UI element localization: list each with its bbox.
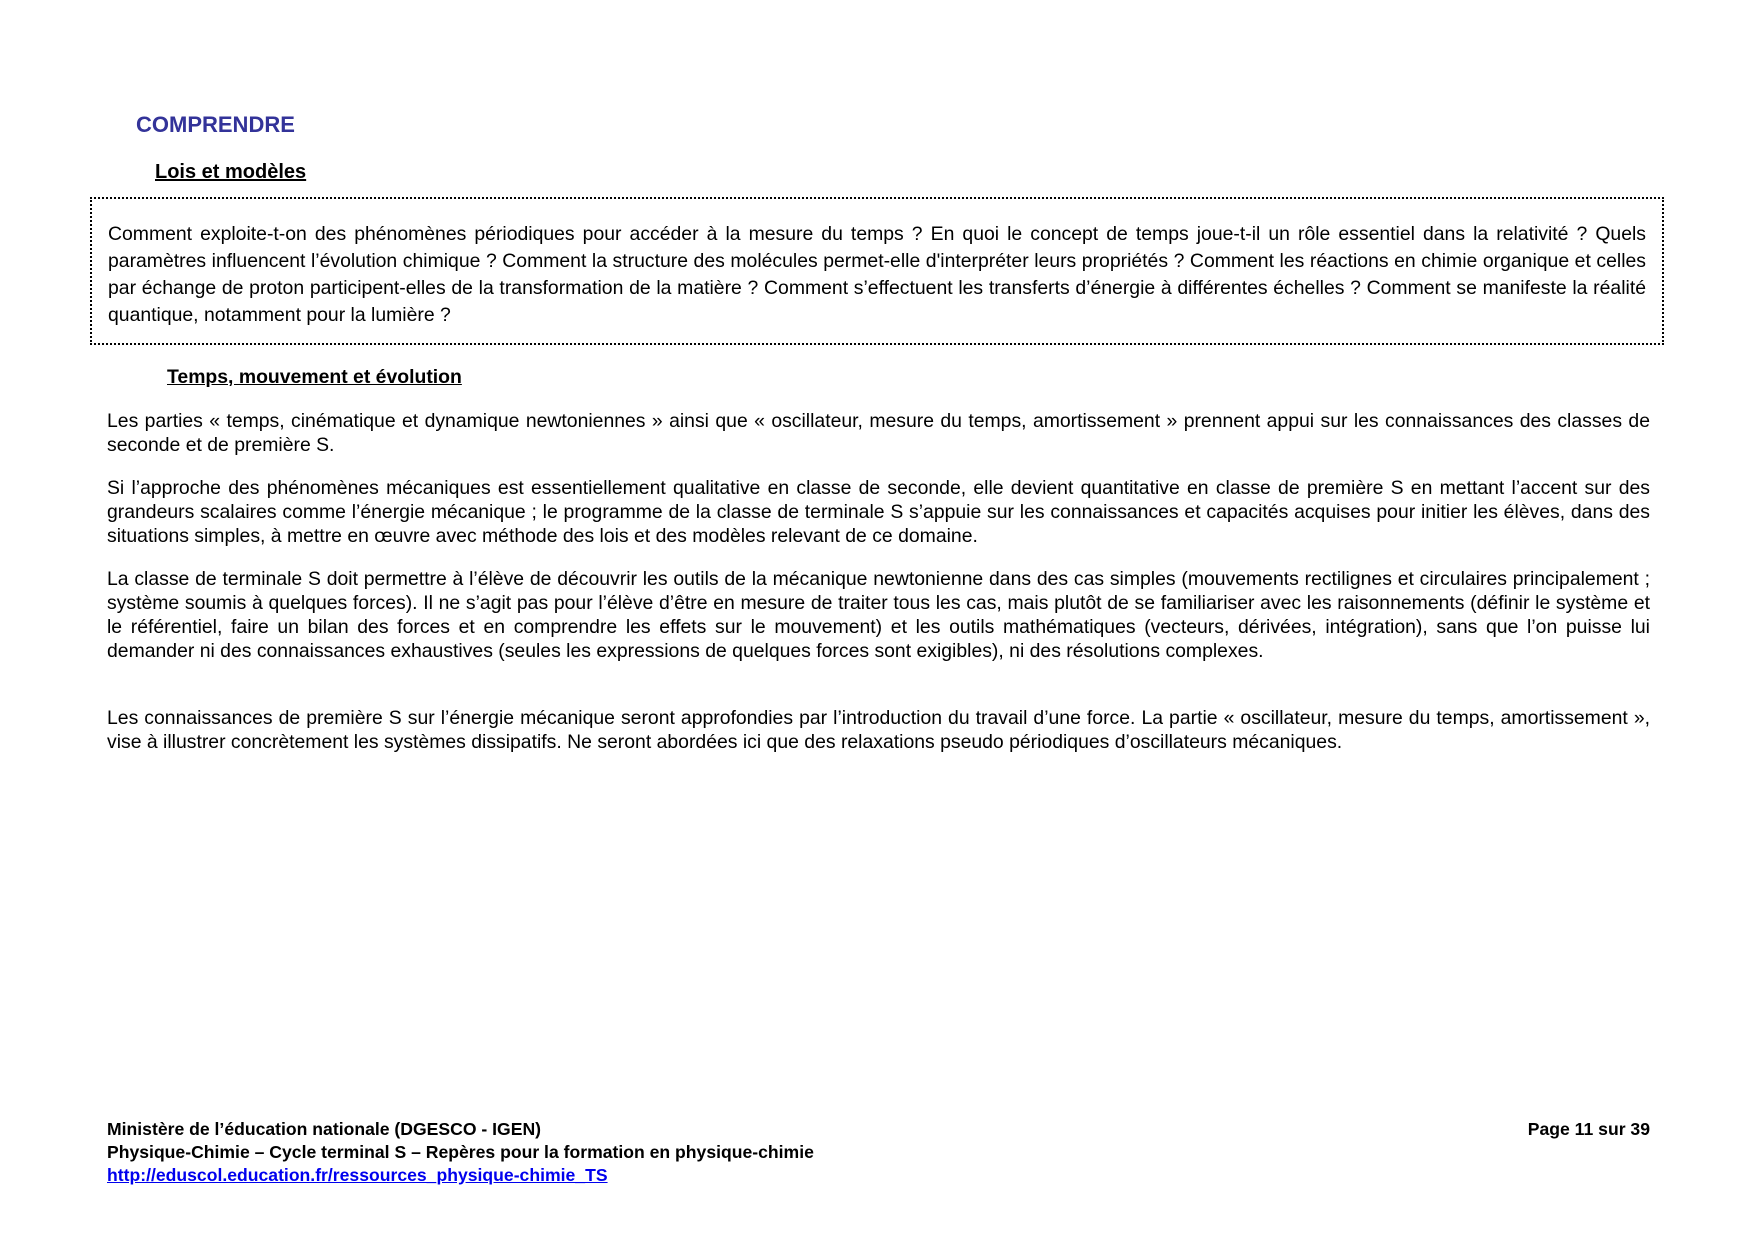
questions-box <box>90 197 1664 345</box>
section-title: COMPRENDRE <box>136 112 295 137</box>
paragraph-4: Les connaissances de première S sur l’énergie mécanique seront approfondies par l’introduction du travail d’une force. La partie « oscillateur, mesure du temps, amortissement », vise à illustrer concrètement les systèmes dissipatifs. Ne seront abordées ici que des relaxations pseudo périodiques d’oscillateurs mécaniques. <box>107 707 1650 753</box>
page-number: Page 11 sur 39 <box>1527 1119 1650 1139</box>
paragraph-3: La classe de terminale S doit permettre à l’élève de découvrir les outils de la mécanique newtonienne dans des cas simples (mouvements rectilignes et circulaires principalement ; système soumis à quelques forces). Il ne s’agit pas pour l’élève d’être en mesure de traiter tous les cas, mais plutôt de se familiariser avec les raisonnements (définir le système et le référentiel, faire un bilan des forces et en comprendre les effets sur le mouvement) et les outils mathématiques (vecteurs, dérivées, intégration), sans que l’on puisse lui demander ni des connaissances exhaustives (seules les expressions de quelques forces sont exigibles), ni des résolutions complexes. <box>107 568 1650 662</box>
footer-ministry: Ministère de l’éducation nationale (DGESCO - IGEN) <box>107 1119 542 1139</box>
page-footer <box>107 1118 1650 1187</box>
footer-link[interactable]: http://eduscol.education.fr/ressources_physique-chimie_TS <box>107 1165 608 1185</box>
paragraph-1: Les parties « temps, cinématique et dynamique newtoniennes » ainsi que « oscillateur, mesure du temps, amortissement » prennent appui sur les connaissances des classes de seconde et de première S. <box>107 410 1650 456</box>
questions-text: Comment exploite-t-on des phénomènes périodiques pour accéder à la mesure du temps ? En quoi le concept de temps joue-t-il un rôle essentiel dans la relativité ? Quels paramètres influencent l’évolution chimique ? Comment la structure des molécules permet-elle d'interpréter leurs propriétés ? Comment les réactions en chimie organique et celles par échange de proton participent-elles de la transformation de la matière ? Comment s’effectuent les transferts d’énergie à différentes échelles ? Comment se manifeste la réalité quantique, notamment pour la lumière ? <box>108 223 1646 326</box>
paragraph-2: Si l’approche des phénomènes mécaniques est essentiellement qualitative en classe de seconde, elle devient quantitative en classe de première S en mettant l’accent sur des grandeurs scalaires comme l’énergie mécanique ; le programme de la classe de terminale S s’appuie sur les connaissances et capacités acquises pour initier les élèves, dans des situations simples, à mettre en œuvre avec méthode des lois et des modèles relevant de ce domaine. <box>107 477 1650 547</box>
subsection-title: Lois et modèles <box>155 161 307 183</box>
theme-title: Temps, mouvement et évolution <box>167 366 462 388</box>
footer-document-title: Physique-Chimie – Cycle terminal S – Repères pour la formation en physique-chimie <box>107 1142 814 1162</box>
